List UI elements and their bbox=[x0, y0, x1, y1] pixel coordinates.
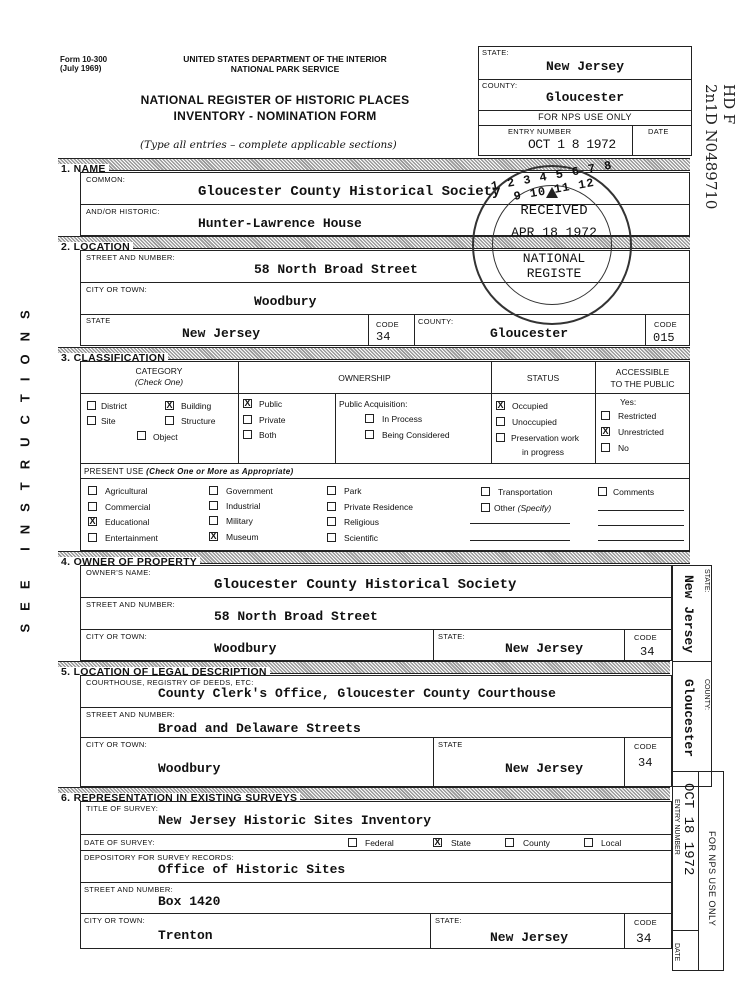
location-state-label: STATE bbox=[86, 316, 111, 325]
checkbox-entertainment[interactable] bbox=[88, 533, 97, 542]
checkbox-structure[interactable] bbox=[165, 416, 174, 425]
checkbox-military[interactable] bbox=[209, 516, 218, 525]
checkbox-object[interactable] bbox=[137, 431, 146, 440]
label-in-progress: in progress bbox=[522, 447, 565, 457]
label-industrial: Industrial bbox=[226, 501, 261, 511]
nps-state-label: STATE: bbox=[482, 48, 509, 57]
form-title-line2: INVENTORY - NOMINATION FORM bbox=[173, 109, 377, 123]
checkbox-industrial[interactable] bbox=[209, 501, 218, 510]
survey-code-value: 34 bbox=[636, 931, 652, 946]
received-stamp bbox=[472, 158, 632, 325]
label-federal: Federal bbox=[365, 838, 394, 848]
form-date-text: (July 1969) bbox=[60, 64, 102, 73]
location-county-value: Gloucester bbox=[490, 326, 569, 341]
stamp-register-text: REGISTE bbox=[526, 266, 582, 281]
legal-state-label: STATE bbox=[438, 740, 463, 749]
label-scientific: Scientific bbox=[344, 533, 379, 543]
survey-street-label: STREET AND NUMBER: bbox=[84, 885, 174, 894]
section-legal-header bbox=[58, 661, 670, 678]
access-head-line2: TO THE PUBLIC bbox=[610, 379, 675, 389]
checkbox-agricultural[interactable] bbox=[88, 486, 97, 495]
access-head-line1: ACCESSIBLE bbox=[615, 367, 670, 377]
checkbox-government[interactable] bbox=[209, 486, 218, 495]
owner-city-value: Woodbury bbox=[214, 641, 277, 656]
legal-state-value: New Jersey bbox=[505, 761, 584, 776]
present-use-note: (Check One or More as Appropriate) bbox=[146, 467, 294, 476]
label-local: Local bbox=[601, 838, 622, 848]
checkbox-transportation[interactable] bbox=[481, 487, 490, 496]
form-number-text: Form 10-300 bbox=[60, 55, 108, 64]
checkbox-park[interactable] bbox=[327, 486, 336, 495]
checkbox-religious[interactable] bbox=[327, 517, 336, 526]
owner-street-value: 58 North Broad Street bbox=[214, 609, 378, 624]
label-site: Site bbox=[101, 416, 116, 426]
legal-street-label: STREET AND NUMBER: bbox=[86, 710, 176, 719]
form-title bbox=[110, 92, 440, 124]
label-educational: Educational bbox=[105, 517, 150, 527]
legal-code-label: CODE bbox=[634, 742, 657, 751]
checkbox-occupied[interactable]: X bbox=[497, 400, 504, 410]
owner-name-value: Gloucester County Historical Society bbox=[214, 577, 517, 593]
survey-state-value: New Jersey bbox=[490, 930, 569, 945]
present-use-label bbox=[84, 467, 293, 476]
location-county-code-label: CODE bbox=[654, 320, 677, 329]
common-name-value: Gloucester County Historical Society bbox=[198, 184, 501, 200]
checkbox-in-process[interactable] bbox=[365, 414, 374, 423]
checkbox-state[interactable]: X bbox=[434, 837, 441, 847]
present-use-text: PRESENT USE bbox=[84, 467, 144, 476]
instructions-note: (Type all entries – complete applicable sections) bbox=[140, 139, 397, 151]
common-label: COMMON: bbox=[86, 175, 126, 184]
label-commercial: Commercial bbox=[105, 502, 151, 512]
label-county: County bbox=[523, 838, 550, 848]
label-object: Object bbox=[153, 432, 178, 442]
label-other bbox=[494, 503, 551, 513]
label-comments: Comments bbox=[613, 487, 655, 497]
right-county-value: Gloucester bbox=[681, 679, 696, 758]
checkbox-unoccupied[interactable] bbox=[496, 417, 505, 426]
owner-code-value: 34 bbox=[640, 645, 655, 659]
stamp-date-text: APR 18 1972 bbox=[511, 225, 597, 240]
survey-street-value: Box 1420 bbox=[158, 894, 221, 909]
label-public: Public bbox=[259, 399, 283, 409]
section-surveys-header bbox=[58, 787, 670, 804]
location-state-code-label: CODE bbox=[376, 320, 399, 329]
legal-code-value: 34 bbox=[638, 756, 653, 770]
section-owner-title: 4. OWNER OF PROPERTY bbox=[58, 557, 200, 568]
location-state-code: 34 bbox=[376, 330, 391, 344]
section-classification-title: 3. CLASSIFICATION bbox=[58, 353, 168, 364]
survey-date-label: DATE OF SURVEY: bbox=[84, 838, 155, 847]
department-line2: NATIONAL PARK SERVICE bbox=[230, 64, 340, 74]
label-both: Both bbox=[259, 430, 277, 440]
stamp-ring-numbers: 1 2 3 4 5 6 7 8 9 10 11 12 bbox=[489, 158, 614, 204]
nps-state-value: New Jersey bbox=[546, 59, 625, 74]
stamp-triangle-icon bbox=[546, 187, 558, 198]
depository-label: DEPOSITORY FOR SURVEY RECORDS: bbox=[84, 853, 235, 862]
label-being-considered: Being Considered bbox=[382, 430, 450, 440]
section-surveys-title: 6. REPRESENTATION IN EXISTING SURVEYS bbox=[58, 793, 300, 804]
label-museum: Museum bbox=[226, 532, 259, 542]
right-use-only-rotated bbox=[698, 771, 724, 971]
survey-title-value: New Jersey Historic Sites Inventory bbox=[158, 813, 432, 828]
location-street-label: STREET AND NUMBER: bbox=[86, 253, 176, 262]
checkbox-private[interactable] bbox=[243, 415, 252, 424]
label-building: Building bbox=[181, 401, 212, 411]
label-military: Military bbox=[226, 516, 253, 526]
right-state-value: New Jersey bbox=[681, 575, 696, 654]
label-private: Private bbox=[259, 415, 286, 425]
survey-code-label: CODE bbox=[634, 918, 657, 927]
nps-date-label: DATE bbox=[648, 127, 669, 136]
checkbox-federal[interactable] bbox=[348, 838, 357, 847]
label-specify: (Specify) bbox=[517, 503, 552, 513]
checkbox-comments[interactable] bbox=[598, 487, 607, 496]
legal-street-value: Broad and Delaware Streets bbox=[158, 721, 361, 736]
survey-city-label: CITY OR TOWN: bbox=[84, 916, 145, 925]
checkbox-preservation[interactable] bbox=[496, 433, 505, 442]
courthouse-label: COURTHOUSE, REGISTRY OF DEEDS, ETC: bbox=[86, 678, 254, 687]
legal-city-value: Woodbury bbox=[158, 761, 221, 776]
label-agricultural: Agricultural bbox=[105, 486, 148, 496]
label-unoccupied: Unoccupied bbox=[512, 417, 557, 427]
handwritten-line1: HD F bbox=[720, 84, 738, 125]
nps-entry-label: ENTRY NUMBER bbox=[508, 127, 572, 136]
category-head-text: CATEGORY bbox=[135, 366, 183, 376]
label-entertainment: Entertainment bbox=[105, 533, 158, 543]
section-name-title: 1. NAME bbox=[58, 164, 109, 175]
owner-code-label: CODE bbox=[634, 633, 657, 642]
checkbox-public[interactable]: X bbox=[244, 398, 251, 408]
owner-street-label: STREET AND NUMBER: bbox=[86, 600, 176, 609]
checkbox-county[interactable] bbox=[505, 838, 514, 847]
historic-name-value: Hunter-Lawrence House bbox=[198, 216, 362, 231]
right-county-rotated bbox=[672, 661, 712, 787]
label-unrestricted: Unrestricted bbox=[618, 427, 664, 437]
right-entry-label: ENTRY NUMBER bbox=[673, 799, 680, 855]
checkbox-building[interactable]: X bbox=[166, 400, 173, 410]
status-head: STATUS bbox=[526, 373, 560, 383]
label-private-residence: Private Residence bbox=[344, 502, 413, 512]
checkbox-educational[interactable]: X bbox=[89, 516, 96, 526]
label-transportation: Transportation bbox=[498, 487, 553, 497]
survey-city-value: Trenton bbox=[158, 928, 213, 943]
right-date-label: DATE bbox=[673, 943, 680, 962]
checkbox-scientific[interactable] bbox=[327, 533, 336, 542]
form-title-line1: NATIONAL REGISTER OF HISTORIC PLACES bbox=[140, 93, 410, 107]
category-sub-text: (Check One) bbox=[134, 377, 184, 387]
label-district: District bbox=[101, 401, 127, 411]
survey-state-label: STATE: bbox=[435, 916, 462, 925]
checkbox-local[interactable] bbox=[584, 838, 593, 847]
location-county-code: 015 bbox=[653, 331, 675, 345]
right-county-label: COUNTY: bbox=[703, 679, 710, 711]
right-entry-date: OCT 18 1972 bbox=[680, 783, 696, 876]
checkbox-other[interactable] bbox=[481, 503, 490, 512]
label-state: State bbox=[451, 838, 471, 848]
right-entry-rotated bbox=[672, 771, 698, 962]
department-line1: UNITED STATES DEPARTMENT OF THE INTERIOR bbox=[183, 54, 387, 64]
label-structure: Structure bbox=[181, 416, 216, 426]
depository-value: Office of Historic Sites bbox=[158, 862, 346, 877]
checkbox-commercial[interactable] bbox=[88, 502, 97, 511]
label-occupied: Occupied bbox=[512, 401, 548, 411]
section-location-title: 2. LOCATION bbox=[58, 242, 133, 253]
nps-entry-date: OCT 1 8 1972 bbox=[528, 137, 616, 152]
owner-state-value: New Jersey bbox=[505, 641, 584, 656]
access-head bbox=[595, 366, 690, 390]
owner-name-label: OWNER'S NAME: bbox=[86, 568, 151, 577]
see-instructions: SEE INSTRUCTIONS bbox=[17, 297, 33, 633]
section-legal-title: 5. LOCATION OF LEGAL DESCRIPTION bbox=[58, 667, 270, 678]
label-other-text: Other bbox=[494, 503, 516, 513]
courthouse-value: County Clerk's Office, Gloucester County Courthouse bbox=[158, 686, 556, 701]
right-state-rotated bbox=[672, 565, 712, 661]
survey-title-label: TITLE OF SURVEY: bbox=[86, 804, 159, 813]
label-in-process: In Process bbox=[382, 414, 423, 424]
handwritten-line2: 2n1D N0489710 bbox=[702, 84, 720, 210]
checkbox-no[interactable] bbox=[601, 443, 610, 452]
location-city-value: Woodbury bbox=[254, 294, 317, 309]
legal-city-label: CITY OR TOWN: bbox=[86, 740, 147, 749]
label-yes: Yes: bbox=[620, 397, 637, 407]
label-government: Government bbox=[226, 486, 273, 496]
label-restricted: Restricted bbox=[618, 411, 657, 421]
nps-use-only: FOR NPS USE ONLY bbox=[538, 112, 632, 122]
location-street-value: 58 North Broad Street bbox=[254, 262, 418, 277]
checkbox-being-considered[interactable] bbox=[365, 430, 374, 439]
ownership-head: OWNERSHIP bbox=[338, 373, 391, 383]
checkbox-restricted[interactable] bbox=[601, 411, 610, 420]
section-classification-header bbox=[58, 347, 690, 364]
location-state-value: New Jersey bbox=[182, 326, 261, 341]
category-head bbox=[80, 366, 238, 388]
checkbox-museum[interactable]: X bbox=[210, 531, 217, 541]
label-religious: Religious bbox=[344, 517, 379, 527]
checkbox-unrestricted[interactable]: X bbox=[602, 426, 609, 436]
department bbox=[150, 54, 420, 74]
historic-label: AND/OR HISTORIC: bbox=[86, 207, 160, 216]
form-number bbox=[60, 55, 107, 73]
owner-city-label: CITY OR TOWN: bbox=[86, 632, 147, 641]
location-county-label: COUNTY: bbox=[418, 317, 454, 326]
section-owner-header bbox=[58, 551, 690, 568]
owner-state-label: STATE: bbox=[438, 632, 465, 641]
label-no: No bbox=[618, 443, 629, 453]
checkbox-both[interactable] bbox=[243, 430, 252, 439]
nps-county-value: Gloucester bbox=[546, 90, 625, 105]
location-city-label: CITY OR TOWN: bbox=[86, 285, 147, 294]
label-public-acquisition: Public Acquisition: bbox=[339, 399, 408, 409]
label-preservation: Preservation work bbox=[511, 433, 580, 443]
checkbox-district[interactable] bbox=[87, 401, 96, 410]
label-park: Park bbox=[344, 486, 362, 496]
right-use-only-text: FOR NPS USE ONLY bbox=[707, 831, 717, 927]
checkbox-private-residence[interactable] bbox=[327, 502, 336, 511]
right-state-label: STATE: bbox=[703, 569, 710, 593]
stamp-received-text: RECEIVED bbox=[520, 203, 588, 219]
checkbox-site[interactable] bbox=[87, 416, 96, 425]
stamp-national-text: NATIONAL bbox=[522, 251, 586, 266]
handwritten-margin bbox=[686, 84, 746, 284]
nps-county-label: COUNTY: bbox=[482, 81, 518, 90]
